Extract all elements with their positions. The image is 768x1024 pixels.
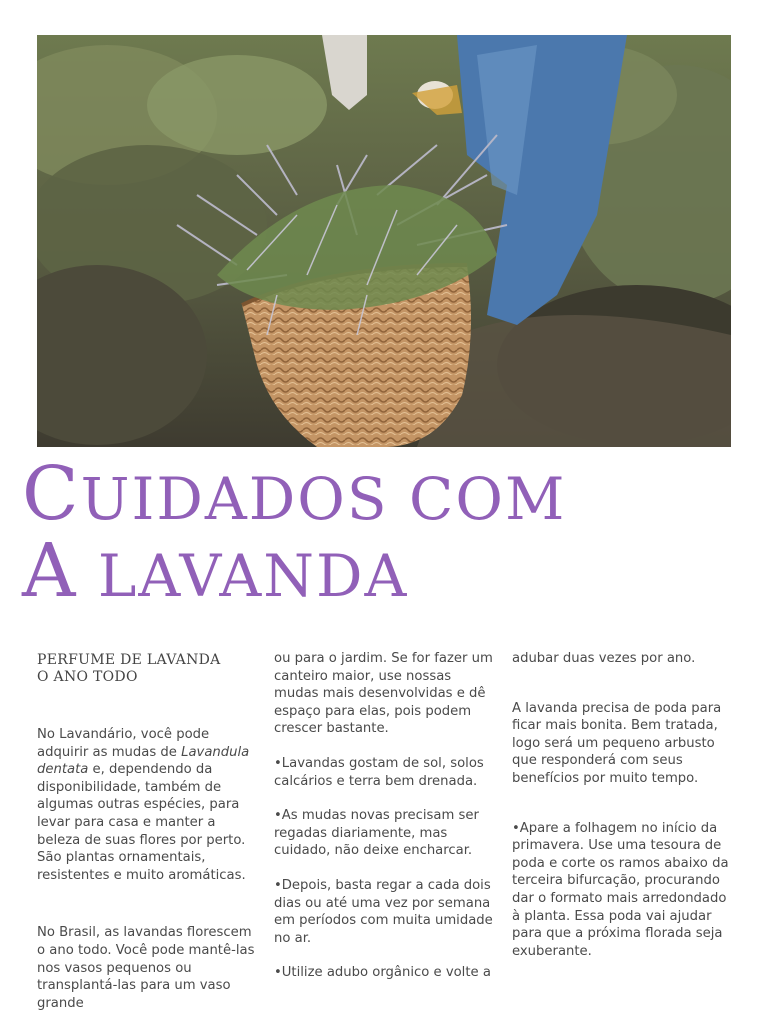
bullet-text: Utilize adubo orgânico e volte a <box>281 965 491 981</box>
bullet-icon: • <box>274 877 282 893</box>
title-line-1: CUIDADOS COM <box>22 451 567 537</box>
section-subhead <box>37 652 259 686</box>
column-2 <box>274 650 496 982</box>
bullet-item <box>274 755 496 790</box>
paragraph-lavandario <box>37 726 259 884</box>
species-name: Lavandula dentata <box>37 744 250 778</box>
photo-illustration <box>37 35 731 447</box>
paragraph-brasil: No Brasil, as lavandas florescem o ano todo. Você pode mantê-las nos vasos pequenos ou transplantá-las para um vaso grande <box>37 925 255 1011</box>
lavender-harvest-photo <box>37 35 731 447</box>
bullet-item <box>274 807 496 860</box>
bullet-icon: • <box>274 965 282 981</box>
paragraph-adubar: adubar duas vezes por ano. <box>512 651 696 666</box>
subhead-line-1: PERFUME DE LAVANDA <box>37 652 221 668</box>
title-initial-cap: C <box>22 451 81 537</box>
title-initial-cap: A <box>22 528 78 614</box>
paragraph-poda: A lavanda precisa de poda para ficar mais bonita. Bem tratada, logo será um pequeno arbusto que responderá com seus benefícios por muito tempo. <box>512 700 722 786</box>
column-3 <box>512 650 734 960</box>
title-line-2: A LAVANDA <box>22 528 409 614</box>
bullet-icon: • <box>274 755 282 771</box>
paragraph-jardim: ou para o jardim. Se for fazer um canteiro maior, use nossas mudas mais desenvolvidas e dê espaço para elas, pois podem crescer bastante. <box>274 651 493 737</box>
paragraph-text: No Lavandário, você pode adquirir as mudas de <box>37 727 210 760</box>
bullet-text: As mudas novas precisam ser regadas diariamente, mas cuidado, não deixe encharcar. <box>274 808 479 859</box>
bullet-item <box>512 820 734 961</box>
bullet-text: Apare a folhagem no início da primavera. Use uma tesoura de poda e corte os ramos abaixo da terceira bifurcação, procurando dar o formato mais arredondado à planta. Essa poda vai ajudar para que a próxima florada seja exuberante. <box>512 820 729 959</box>
bullet-icon: • <box>274 808 282 824</box>
bullet-text: Lavandas gostam de sol, solos calcários e terra bem drenada. <box>274 755 484 789</box>
paragraph-text: e, dependendo da disponibilidade, também de algumas outras espécies, para levar para casa e manter a beleza de suas flores por perto. São plantas ornamentais, resistentes e muito aromáticas. <box>37 762 246 883</box>
article-title <box>22 451 762 614</box>
subhead-line-2: O ANO TODO <box>37 669 138 685</box>
bullet-text: Depois, basta regar a cada dois dias ou até uma vez por semana em períodos com muita umidade no ar. <box>274 877 493 946</box>
bullet-icon: • <box>512 820 520 836</box>
bullet-item <box>274 877 496 947</box>
column-1 <box>37 650 259 1012</box>
bullet-item <box>274 964 496 982</box>
